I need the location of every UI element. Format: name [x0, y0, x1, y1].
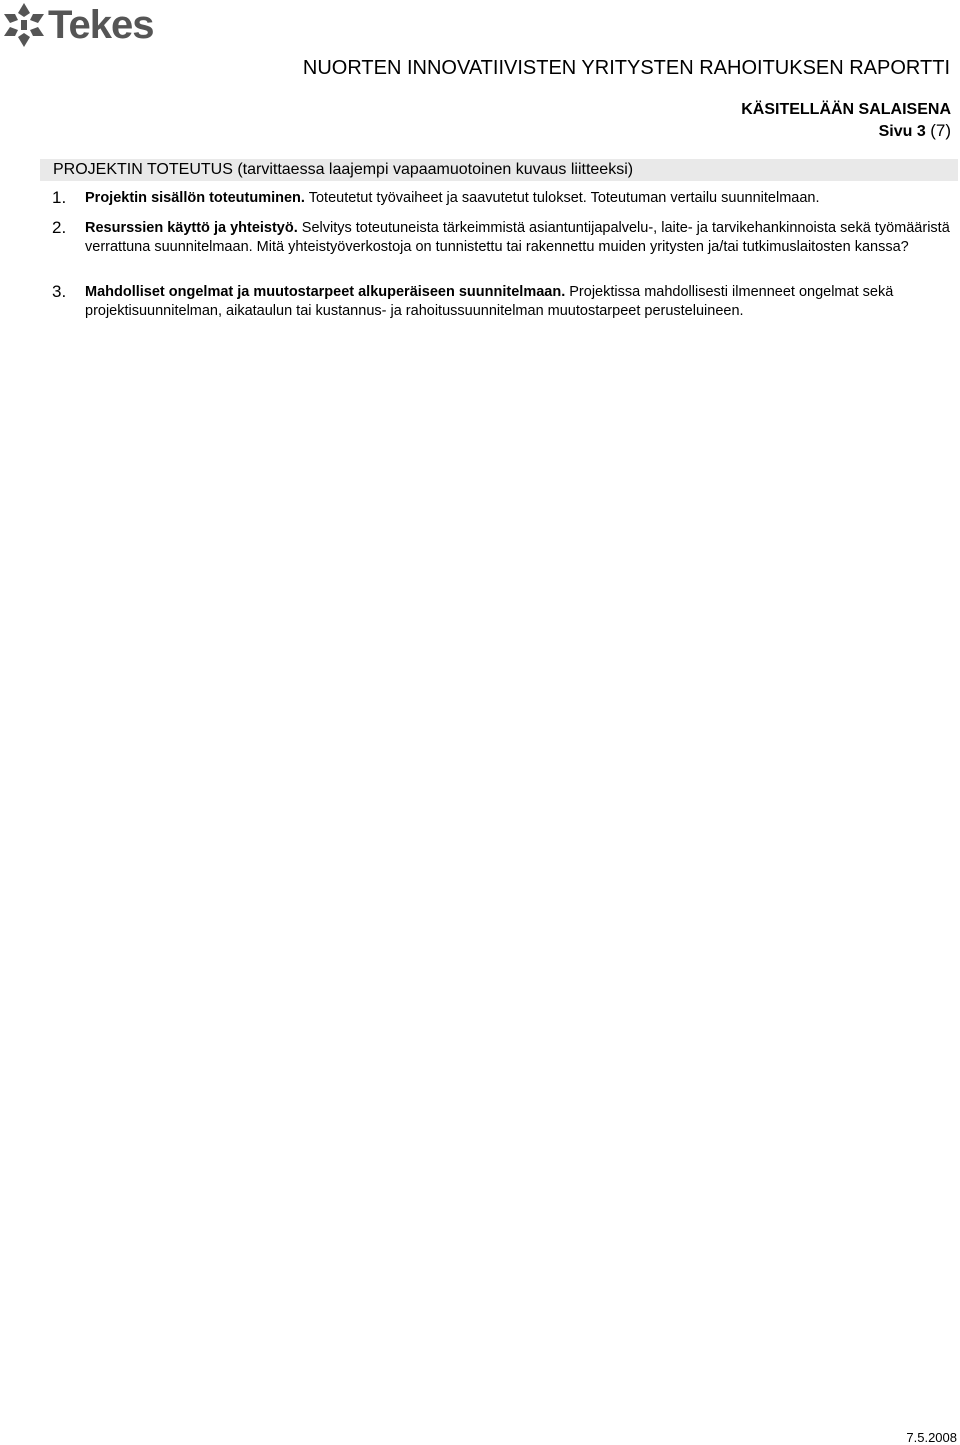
item-lead: Resurssien käyttö ja yhteistyö. [85, 220, 298, 236]
document-date: 7.5.2008 [906, 1430, 957, 1445]
item-body [85, 189, 952, 208]
page-total: (7) [930, 121, 951, 140]
list-item [52, 283, 952, 321]
logo-text: Tekes [48, 3, 154, 47]
item-body [85, 283, 952, 321]
tekes-logo [4, 2, 153, 48]
report-title: NUORTEN INNOVATIIVISTEN YRITYSTEN RAHOITUKSEN RAPORTTI [302, 57, 950, 79]
item-text: Projektissa mahdollisesti ilmenneet ongelmat sekä projektisuunnitelman, aikataulun tai kustannus- ja rahoitussuunnitelman muutostarpeet perusteluineen. [85, 284, 894, 319]
confidential-label: KÄSITELLÄÄN SALAISENA [741, 101, 951, 118]
item-number: 3. [52, 282, 67, 301]
item-text: Toteutetut työvaiheet ja saavutetut tulokset. Toteutuman vertailu suunnitelmaan. [304, 190, 820, 206]
page-label: Sivu 3 [878, 123, 926, 140]
section-title: PROJEKTIN TOTEUTUS (tarvittaessa laajempi vapaamuotoinen kuvaus liitteeksi) [40, 159, 958, 181]
list-item [52, 219, 952, 257]
item-number: 2. [52, 218, 67, 237]
list-item [52, 189, 952, 208]
item-text: Selvitys toteutuneista tärkeimmistä asiantuntijapalvelu-, laite- ja tarvikehankinnoista sekä työmääristä verrattuna suunnitelmaan. Mitä yhteistyöverkostoja on tunnistettu tai rakennettu muiden yritysten ja/tai tutkimuslaitosten kanssa? [85, 220, 950, 255]
item-number: 1. [52, 188, 67, 207]
tekes-star-logo-icon [4, 3, 44, 47]
item-lead: Mahdolliset ongelmat ja muutostarpeet alkuperäiseen suunnitelmaan. [85, 284, 566, 300]
item-lead: Projektin sisällön toteutuminen. [85, 190, 305, 206]
item-body [85, 219, 952, 257]
page-number [879, 121, 951, 141]
